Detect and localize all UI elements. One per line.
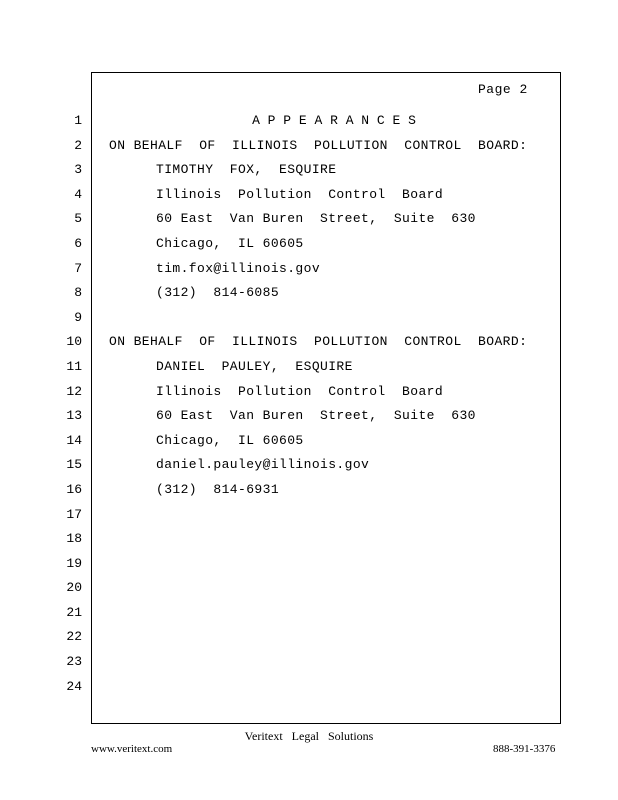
attorney-name: TIMOTHY FOX, ESQUIRE — [156, 162, 337, 178]
attorney-email: tim.fox@illinois.gov — [156, 260, 321, 276]
line-number: 4 — [74, 186, 82, 202]
attorney-address: 60 East Van Buren Street, Suite 630 — [156, 211, 476, 227]
blank-line — [109, 601, 559, 626]
line-number: 9 — [74, 309, 82, 325]
transcript-body — [109, 109, 559, 699]
blank-line — [109, 503, 559, 528]
blank-line — [109, 625, 559, 650]
line-number: 11 — [66, 358, 82, 374]
attorney-org: Illinois Pollution Control Board — [156, 383, 444, 399]
blank-line — [109, 675, 559, 700]
line-number: 1 — [74, 113, 82, 128]
attorney-address: 60 East Van Buren Street, Suite 630 — [156, 408, 476, 424]
line-number-column — [52, 109, 82, 699]
line-number: 19 — [66, 555, 82, 571]
attorney-phone: (312) 814-6931 — [156, 481, 280, 497]
line-number: 18 — [66, 531, 82, 547]
line-number: 8 — [74, 285, 82, 301]
blank-line — [109, 552, 559, 577]
line-number: 24 — [66, 678, 82, 694]
line-number: 10 — [66, 334, 82, 350]
appearances-heading: A P P E A R A N C E S — [252, 113, 416, 128]
behalf-heading: ON BEHALF OF ILLINOIS POLLUTION CONTROL BOARD: — [109, 334, 528, 350]
line-number: 23 — [66, 654, 82, 670]
attorney-name: DANIEL PAULEY, ESQUIRE — [156, 358, 353, 374]
blank-line — [109, 650, 559, 675]
page-number: Page 2 — [478, 82, 528, 97]
attorney-city: Chicago, IL 60605 — [156, 432, 304, 448]
line-number: 2 — [74, 137, 82, 153]
line-number: 15 — [66, 457, 82, 473]
behalf-heading: ON BEHALF OF ILLINOIS POLLUTION CONTROL BOARD: — [109, 137, 528, 153]
line-number: 21 — [66, 604, 82, 620]
blank-line — [109, 527, 559, 552]
line-number: 12 — [66, 383, 82, 399]
attorney-org: Illinois Pollution Control Board — [156, 186, 444, 202]
attorney-city: Chicago, IL 60605 — [156, 235, 304, 251]
line-number: 3 — [74, 162, 82, 178]
line-number: 20 — [66, 580, 82, 596]
line-number: 16 — [66, 481, 82, 497]
attorney-phone: (312) 814-6085 — [156, 285, 280, 301]
footer-phone: 888-391-3376 — [493, 743, 556, 755]
footer-company: Veritext Legal Solutions — [244, 729, 374, 743]
line-number: 7 — [74, 260, 82, 276]
line-number: 22 — [66, 629, 82, 645]
blank-line — [109, 306, 559, 331]
line-number: 14 — [66, 432, 82, 448]
attorney-email: daniel.pauley@illinois.gov — [156, 457, 370, 473]
line-number: 13 — [66, 408, 82, 424]
footer-website: www.veritext.com — [91, 743, 173, 755]
line-number: 5 — [74, 211, 82, 227]
blank-line — [109, 576, 559, 601]
line-number: 17 — [66, 506, 82, 522]
line-number: 6 — [74, 235, 82, 251]
